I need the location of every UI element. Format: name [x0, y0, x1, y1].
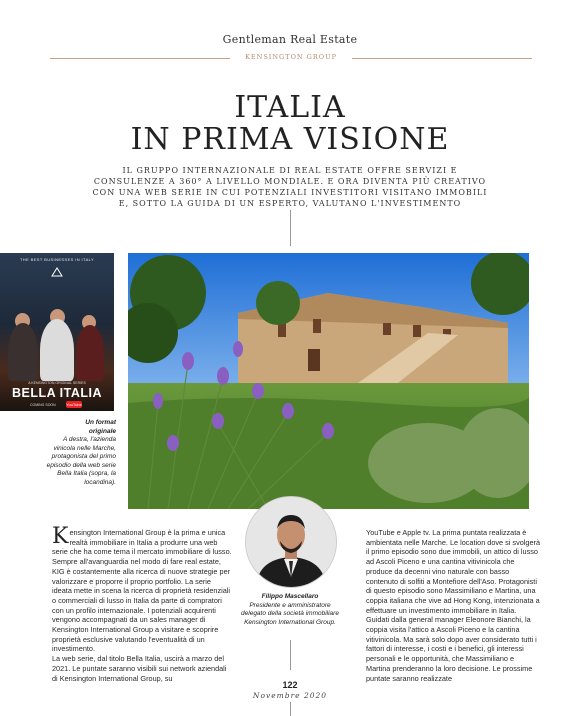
caption-title	[40, 419, 116, 436]
header-rule-left	[50, 58, 230, 59]
drop-cap: K	[52, 524, 69, 549]
poster-kicker: A KENSINGTON ORIGINAL SERIES	[28, 381, 86, 385]
column-1-text-2: La web serie, dal titolo Bella Italia, uscirà a marzo del 2021. Le puntate saranno visibili sui network aziendali di Kensington International Group, su	[52, 654, 227, 683]
section-subtitle: KENSINGTON GROUP	[245, 53, 337, 61]
poster-tagline: THE BEST BUSINESSES IN ITALY	[19, 257, 95, 262]
portrait-name: Filippo Mascellaro	[261, 593, 319, 600]
poster-title: BELLA ITALIA	[11, 386, 102, 400]
headline-line-1: ITALIA	[234, 90, 346, 125]
kensington-logo-icon	[50, 267, 64, 277]
poster-person	[76, 325, 104, 381]
caption-text: A destra, l'azienda vinicola nelle Marche, protagonista del primo episodio della web serie Bella Italia (sopra, la locandina).	[46, 436, 116, 486]
headline	[0, 92, 580, 156]
divider-line	[290, 210, 291, 246]
youtube-logo-icon: YouTube	[66, 402, 82, 407]
winery-photo	[128, 253, 529, 509]
header-rule-right	[352, 58, 532, 59]
page-number: 122	[282, 680, 298, 690]
image-caption	[40, 419, 116, 487]
article-column-1	[52, 524, 232, 683]
headline-line-2: IN PRIMA VISIONE	[130, 122, 450, 157]
standfirst: IL GRUPPO INTERNAZIONALE DI REAL ESTATE OFFRE SERVIZI E CONSULENZE A 360° A LIVELLO MONDIALE. E ORA DIVENTA PIÙ CREATIVO CON UNA WEB SERIE IN CUI POTENZIALI INVESTITORI VISITANO IMMOBILI E, SOTTO LA GUIDA DI UN ESPERTO, VALUTANO L'INVESTIMENTO	[92, 166, 488, 208]
portrait-caption	[240, 593, 340, 627]
portrait-role: Presidente e amministratore delegato della società immobiliare Kensington International Group.	[241, 601, 339, 626]
poster-coming-soon: COMING SOON	[30, 403, 56, 407]
portrait-photo	[245, 496, 337, 588]
column-1-text: ensington International Group è la prima e unica realtà immobiliare in Italia a produrre una web serie che ha come tema il mercato immobiliare di lusso. Sempre all'avanguardia nel modo di fare real estate, KIG è costantemente alla ricerca di nuove strategie per valorizzare e proporre il proprio portfolio. La serie ideata mette in scena la ricerca di proprietà residenziali o commerciali di lusso in Italia da parte di compratori con un profilo internazionale. I potenziali acquirenti vengono accompagnati da un sales manager di Kensington International Group a visitare e scoprire proprietà esclusive valutando l'eventualità di un investimento.	[52, 528, 232, 654]
section-title: Gentleman Real Estate	[222, 33, 358, 46]
series-poster	[0, 253, 114, 411]
article-column-3: YouTube e Apple tv. La prima puntata realizzata è ambientata nelle Marche. Le location dove si svolgerà il primo episodio sono due immobili, un attico di lusso ad Ascoli Piceno e una cantina vitivinicola che produce da decenni vino naturale con basso contenuto di solfiti a Montefiore dell'Aso. Protagonisti di questo episodio sono Massimiliano e Martina, una coppia italiana che vive ad Hong Kong, intenzionata a effettuare un investimento immobiliare in Italia. Guidati dalla general manager Eleonore Bianchi, la coppia visita l'attico a Ascoli Piceno e la cantina vitivinicola. Ma sarà solo dopo aver considerato tutti i fattori di interesse, i costi e i benefici, gli interessi personali e le opportunità, che Massimiliano e Martina prenderanno la loro decisione. Le prossime puntate saranno realizzate	[366, 528, 541, 683]
divider-line	[290, 702, 291, 716]
poster-person	[40, 319, 74, 381]
poster-person	[8, 323, 38, 381]
issue-date: Novembre 2020	[252, 691, 328, 700]
caption-title-line-2: originale	[88, 427, 116, 435]
caption-title-line-1: Un format	[85, 419, 116, 426]
divider-line	[290, 640, 291, 670]
